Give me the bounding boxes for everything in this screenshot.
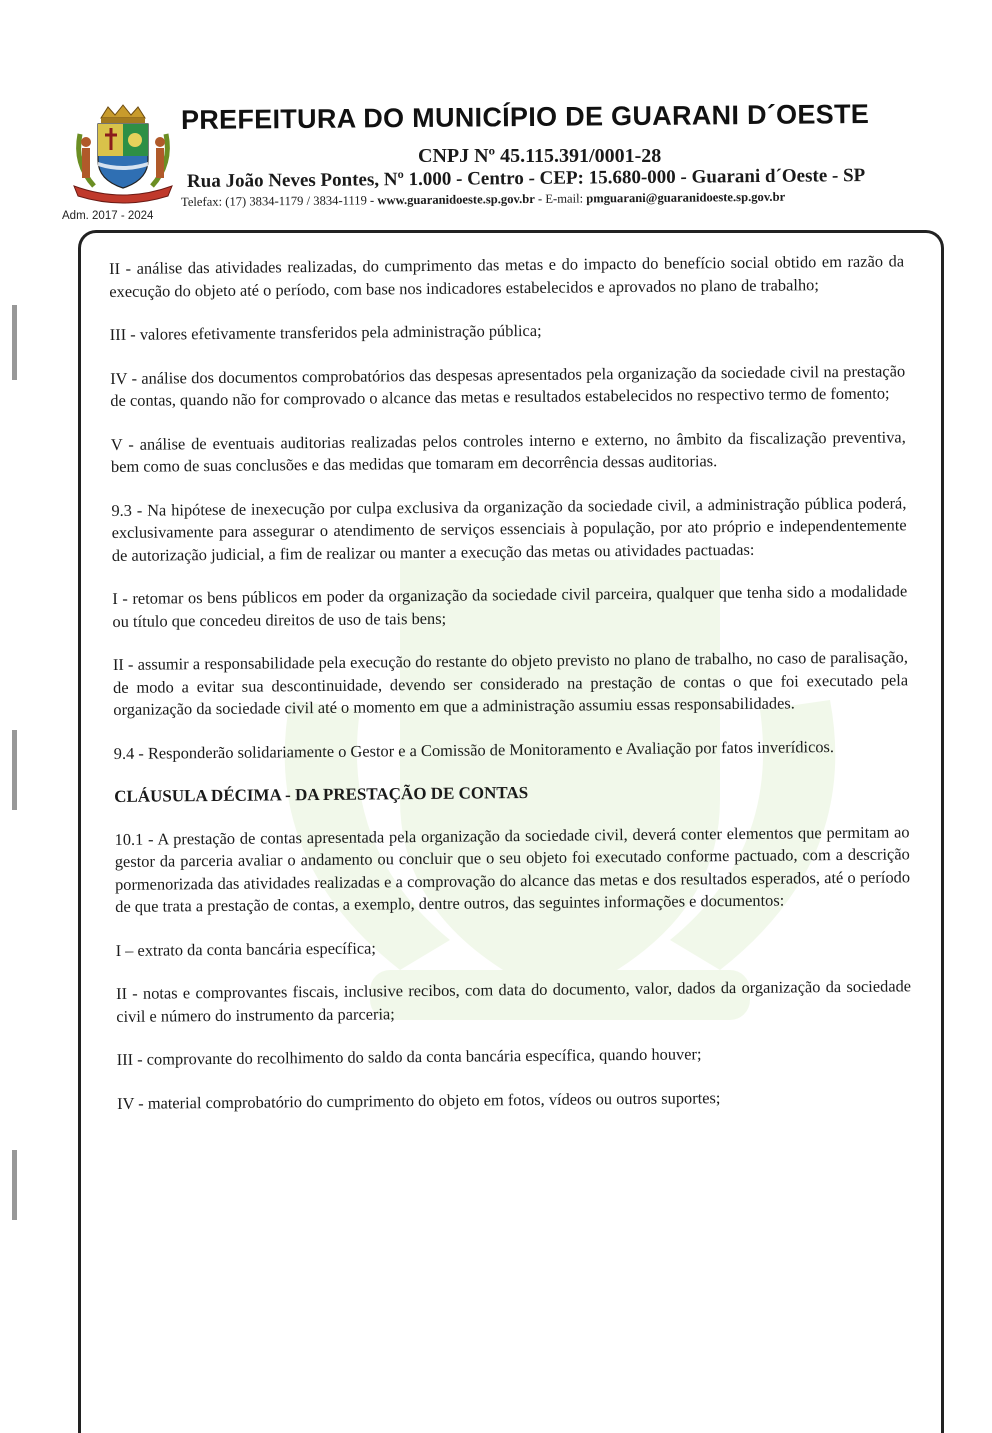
- clause-heading: CLÁUSULA DÉCIMA - DA PRESTAÇÃO DE CONTAS: [114, 783, 529, 806]
- paragraph-10-1-item-iv: IV - material comprobatório do cumprimento do objeto em fotos, vídeos ou outros suportes;: [117, 1087, 721, 1113]
- document-body: [109, 250, 912, 1136]
- paragraph-9-4: 9.4 - Responderão solidariamente o Gestor e a Comissão de Monitoramento e Avaliação por fatos inverídicos.: [113, 736, 835, 763]
- paragraph-9-3-item-i: I - retomar os bens públicos em poder da organização da sociedade civil parceira, qualquer que tenha sido a modalidade ou título que concedeu direitos de uso de tais bens;: [112, 581, 908, 631]
- phone-text: Telefax: (17) 3834-1179 / 3834-1119 -: [180, 193, 378, 209]
- paragraph-item-ii: II - análise das atividades realizadas, do cumprimento das metas e do impacto do benefício social obtido em razão da execução do objeto até o período, com base nos indicadores estabelecidos e aprovados no plano de trabalho;: [109, 251, 905, 301]
- scan-artifact: [12, 1150, 17, 1220]
- cnpj-number: CNPJ Nº 45.115.391/0001-28: [418, 145, 662, 167]
- email-link[interactable]: pmguarani@guaranidoeste.sp.gov.br: [586, 189, 786, 206]
- scan-artifact: [12, 305, 17, 380]
- municipal-crest-icon: [68, 104, 178, 206]
- paragraph-item-v: V - análise de eventuais auditorias realizadas pelos controles interno e externo, no âmbito da fiscalização preventiva, bem como de suas conclusões e das medidas que tomaram em decorrência dessas auditorias.: [110, 426, 906, 476]
- paragraph-9-3-item-ii: II - assumir a responsabilidade pela execução do restante do objeto previsto no plano de trabalho, no caso de paralisação, de modo a evitar sua descontinuidade, devendo ser considerado na prestação de contas o que foi executado pela organização da sociedade civil até o momento em que a administração assumiu essas responsabilidades.: [112, 647, 909, 719]
- paragraph-10-1-item-i: I – extrato da conta bancária específica;: [115, 937, 377, 960]
- paragraph-10-1: 10.1 - A prestação de contas apresentada pela organização da sociedade civil, deverá conter elementos que permitam ao gestor da parceria avaliar o andamento ou concluir que o seu objeto foi executado conforme pactuado, com a descrição pormenorizada das atividades realizadas e a comprovação do alcance das metas e dos resultados esperados, até o período de que trata a prestação de contas, a exemplo, dentre outros, das seguintes informações e documentos:: [114, 821, 911, 916]
- website-link[interactable]: www.guaranidoeste.sp.gov.br: [377, 191, 535, 208]
- paragraph-item-iv: IV - análise dos documentos comprobatórios das despesas apresentados pela organização da sociedade civil na prestação de contas, quando não for comprovado o alcance das metas e resultados estabelecidos no respectivo termo de fomento;: [110, 360, 906, 410]
- paragraph-9-3: 9.3 - Na hipótese de inexecução por culpa exclusiva da organização da sociedade civil, a administração pública poderá, exclusivamente para assegurar o atendimento de serviços essenciais à população, por ato próprio e independentemente de autorização judicial, a fim de realizar ou manter a execução das metas ou atividades pactuadas:: [111, 492, 907, 565]
- contact-line: [181, 190, 785, 210]
- paragraph-item-iii: III - valores efetivamente transferidos pela administração pública;: [109, 320, 542, 344]
- paragraph-10-1-item-ii: II - notas e comprovantes fiscais, inclusive recibos, com data do documento, valor, dados da organização da sociedade civil e número do instrumento da parceria;: [115, 976, 912, 1026]
- email-label: - E-mail:: [534, 191, 587, 206]
- paragraph-10-1-item-iii: III - comprovante do recolhimento do saldo da conta bancária específica, quando houver;: [116, 1044, 702, 1069]
- document-title: PREFEITURA DO MUNICÍPIO DE GUARANI D´OESTE: [180, 98, 870, 135]
- scan-artifact: [12, 730, 17, 810]
- address-line: Rua João Neves Pontes, Nº 1.000 - Centro - CEP: 15.680-000 - Guarani d´Oeste - SP: [186, 165, 866, 192]
- administration-period: Adm. 2017 - 2024: [62, 210, 154, 222]
